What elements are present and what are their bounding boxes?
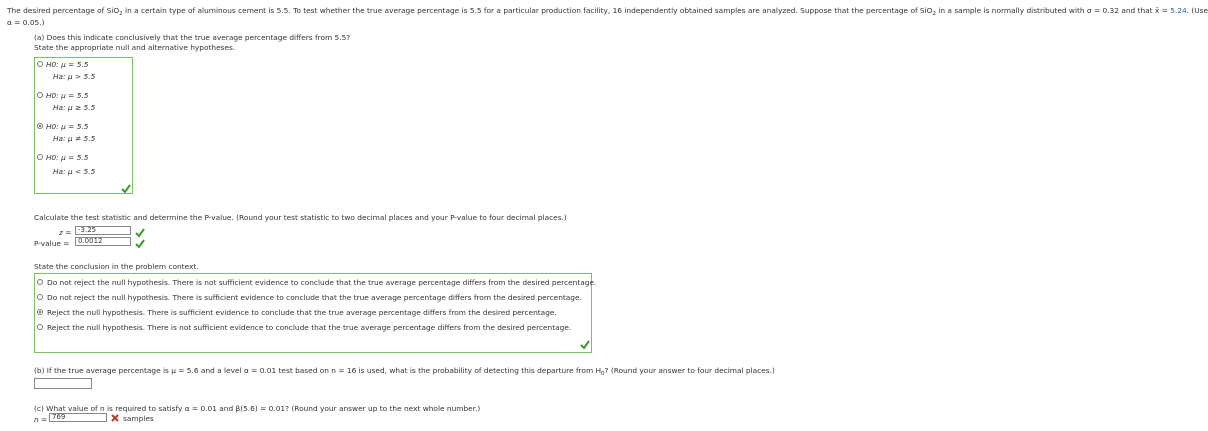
conclusion-text-3: Reject the null hypothesis. There is sufficient evidence to conclude that the true average percentage differs from the desired percentage.	[47, 308, 557, 317]
n-input[interactable]: 769	[49, 413, 107, 422]
hypotheses-correct-check-icon	[121, 184, 131, 193]
hypothesis-ha-1: Ha: μ > 5.5	[53, 72, 96, 81]
n-label: n =	[34, 415, 48, 424]
n-unit-label: samples	[123, 414, 154, 423]
conclusion-radio-1[interactable]	[37, 279, 43, 285]
hypothesis-h0-2: H0: μ = 5.5	[46, 91, 89, 100]
problem-intro-d: . (Use	[1186, 6, 1208, 15]
conclusion-radio-2[interactable]	[37, 294, 43, 300]
calc-instruction: Calculate the test statistic and determine the P-value. (Round your test statistic to two decimal places and your P-value to four decimal places.)	[34, 213, 567, 222]
conclusion-instruction: State the conclusion in the problem context.	[34, 262, 199, 271]
problem-intro-b: in a certain type of aluminous cement is 5.5. To test whether the true average percentage is 5.5 for a particular production facility, 16 independently obtained samples are analyzed. Suppose that the percentage of SiO	[122, 6, 933, 15]
p-value-input[interactable]: 0.0012	[75, 237, 131, 246]
z-input[interactable]: -3.25	[75, 226, 131, 235]
alpha-line: α = 0.05.)	[7, 18, 45, 27]
problem-sub: 2	[119, 11, 123, 17]
hypothesis-radio-3[interactable]	[37, 123, 43, 129]
hypothesis-h0-1: H0: μ = 5.5	[46, 60, 89, 69]
hypothesis-ha-4: Ha: μ < 5.5	[53, 167, 96, 176]
conclusion-radio-3[interactable]	[37, 309, 43, 315]
conclusion-text-2: Do not reject the null hypothesis. There is sufficient evidence to conclude that the true average percentage differs from the desired percentage.	[47, 293, 582, 302]
conclusion-radio-4[interactable]	[37, 324, 43, 330]
part-b-question-b: ? (Round your answer to four decimal places.)	[604, 366, 775, 375]
hypothesis-ha-2: Ha: μ ≥ 5.5	[53, 103, 96, 112]
xbar-value: 5.24	[1170, 6, 1187, 15]
n-incorrect-x-icon	[111, 414, 119, 422]
conclusion-text-4: Reject the null hypothesis. There is not sufficient evidence to conclude that the true average percentage differs from the desired percentage.	[47, 323, 572, 332]
part-b-answer-input[interactable]	[34, 378, 92, 389]
conclusion-correct-check-icon	[580, 340, 590, 349]
hypothesis-h0-4: H0: μ = 5.5	[46, 153, 89, 162]
part-a-question: (a) Does this indicate conclusively that the true average percentage differs from 5.5?	[34, 33, 351, 42]
hypothesis-radio-1[interactable]	[37, 61, 43, 67]
hypothesis-ha-3: Ha: μ ≠ 5.5	[53, 134, 96, 143]
part-b-question-a: (b) If the true average percentage is μ = 5.6 and a level α = 0.01 test based on n = 16 is used, what is the probability of detecting this departure from H	[34, 366, 602, 375]
conclusion-text-1: Do not reject the null hypothesis. There is not sufficient evidence to conclude that the true average percentage differs from the desired percentage.	[47, 278, 597, 287]
hypothesis-h0-3: H0: μ = 5.5	[46, 122, 89, 131]
hypothesis-radio-2[interactable]	[37, 92, 43, 98]
p-value-correct-check-icon	[135, 239, 145, 248]
p-value-label: P-value =	[34, 239, 70, 248]
z-label: z =	[59, 228, 72, 237]
problem-intro-a: The desired percentage of SiO	[7, 6, 120, 15]
part-a-instruction: State the appropriate null and alternative hypotheses.	[34, 43, 236, 52]
problem-intro-c: in a sample is normally distributed with σ = 0.32 and that x̄ =	[936, 6, 1171, 15]
part-b-sub: 0	[601, 371, 605, 377]
hypothesis-radio-4[interactable]	[37, 154, 43, 160]
problem-statement	[7, 6, 1208, 17]
problem-sub-2: 2	[932, 11, 936, 17]
part-c-question: (c) What value of n is required to satisfy α = 0.01 and β(5.6) = 0.01? (Round your answer up to the next whole number.)	[34, 404, 481, 413]
part-b-question	[34, 366, 775, 377]
z-correct-check-icon	[135, 228, 145, 237]
